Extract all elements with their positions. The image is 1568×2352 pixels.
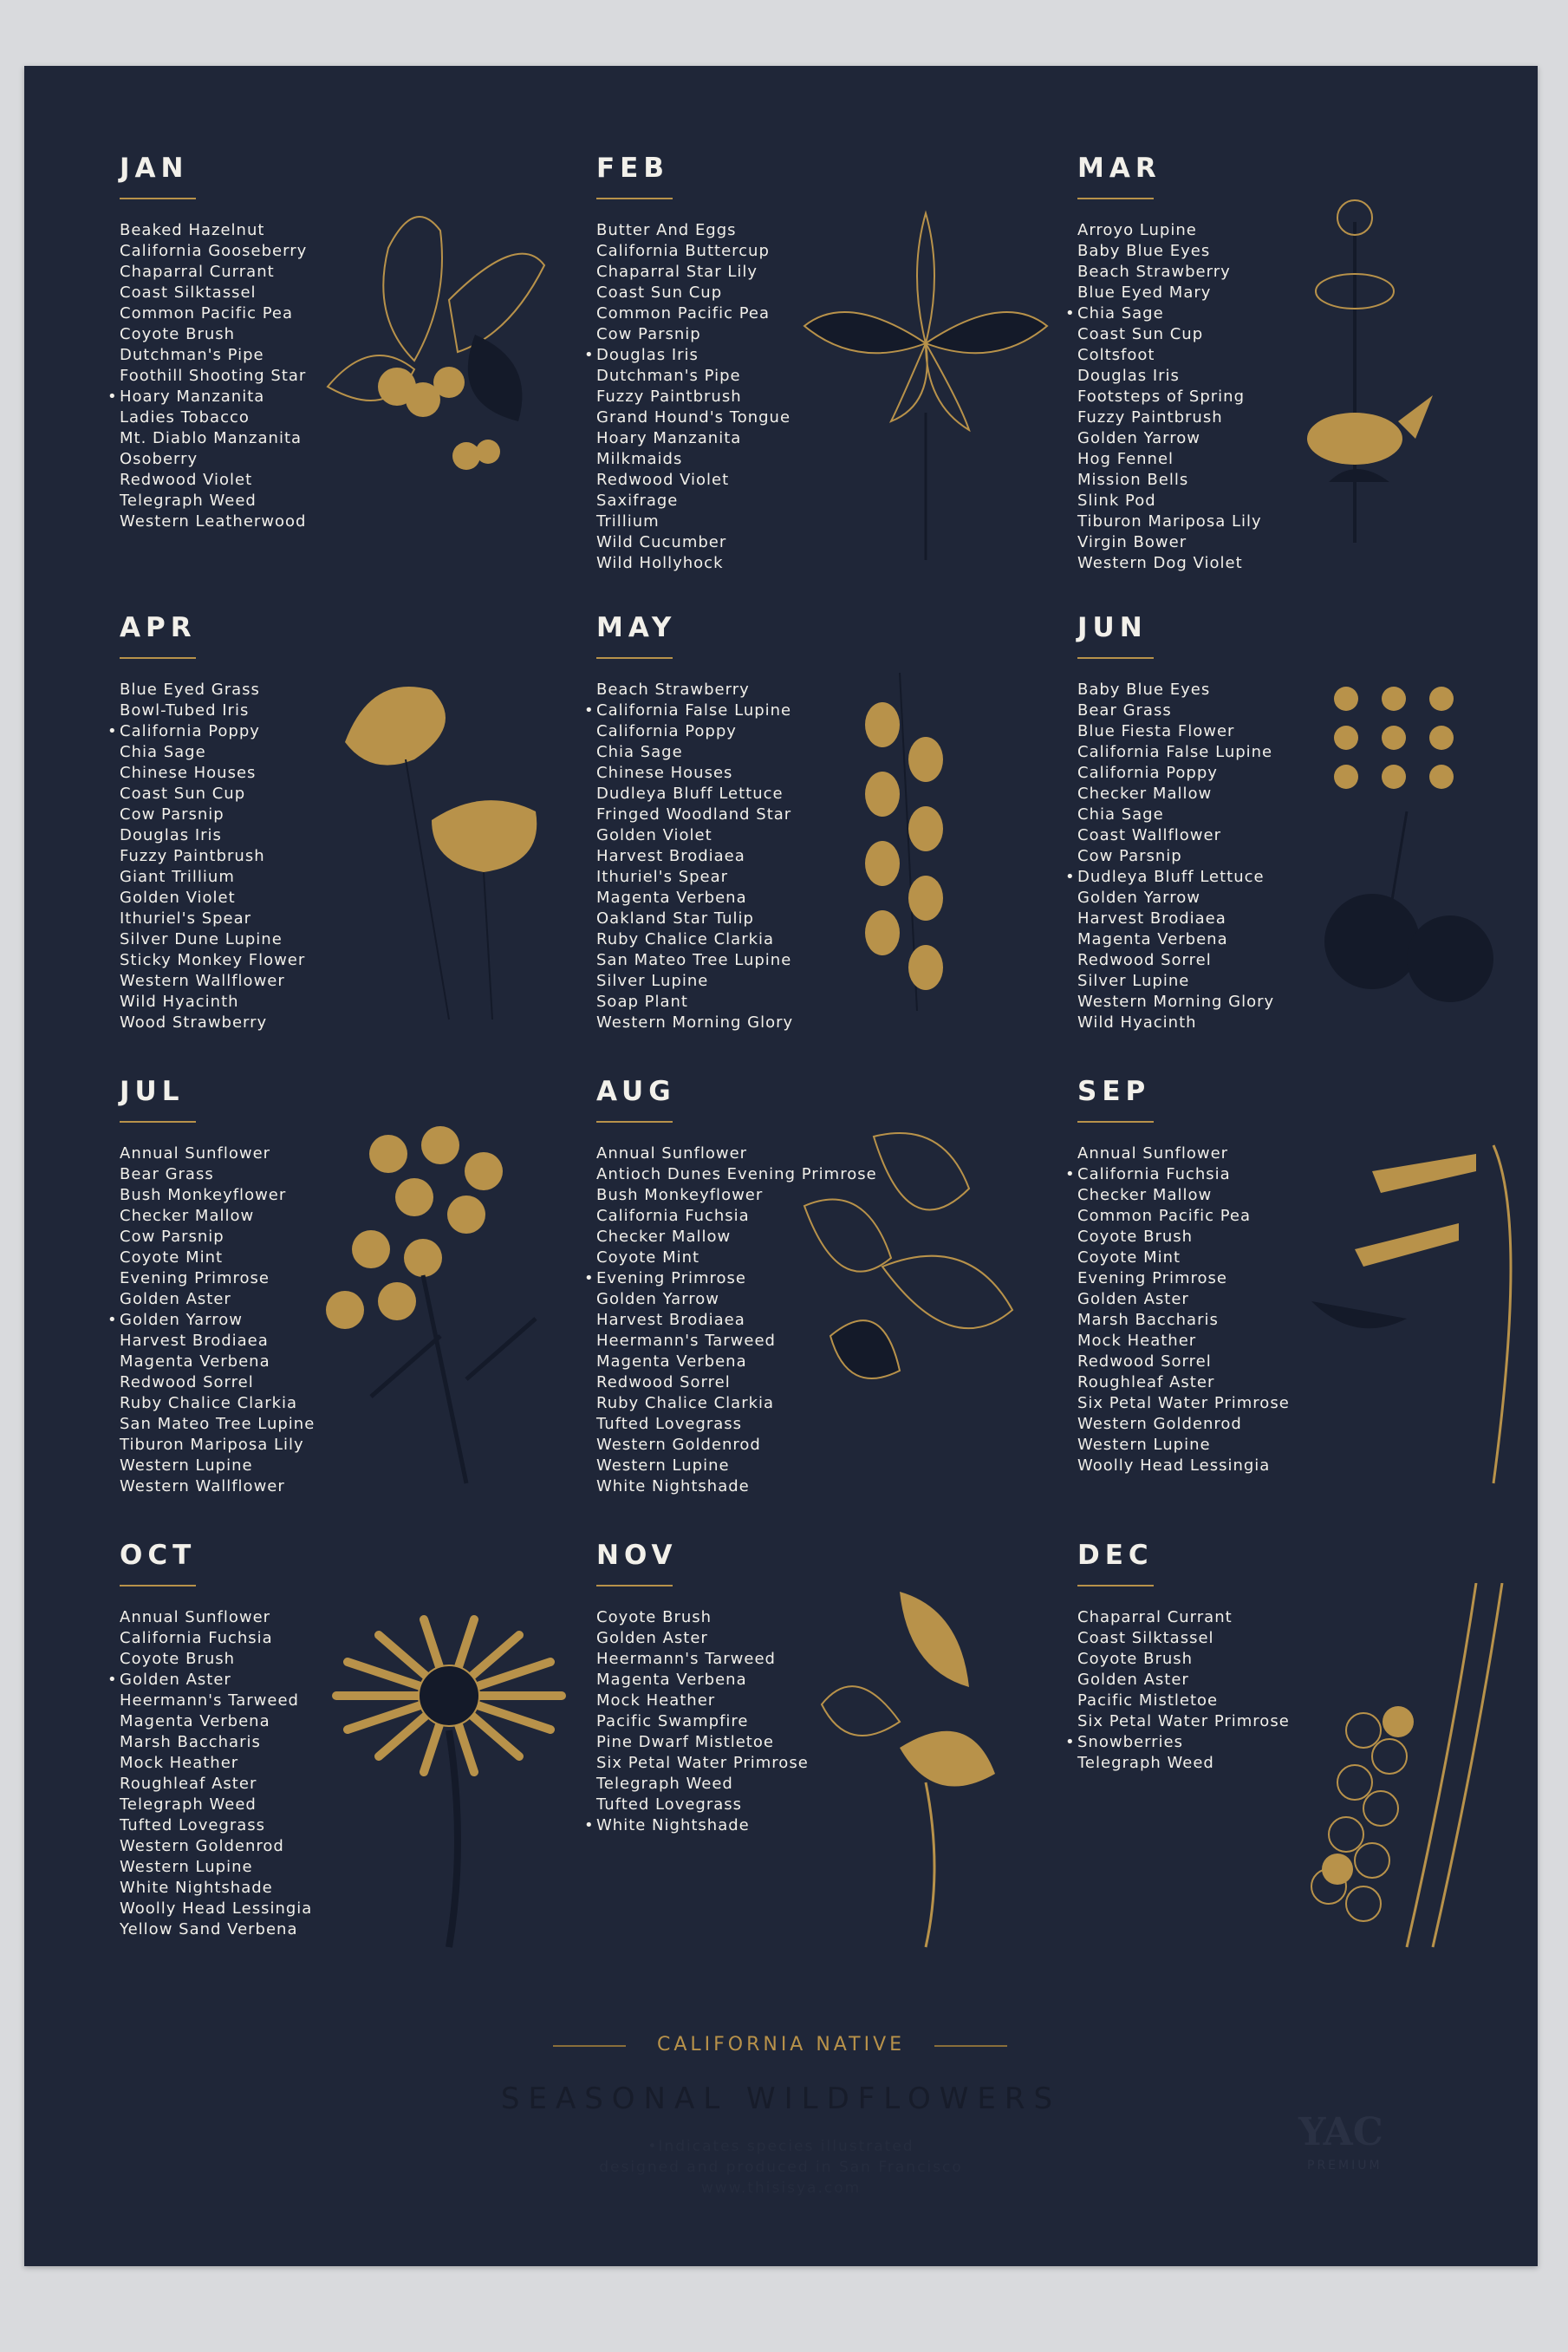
poster-subtitle: CALIFORNIA NATIVE: [656, 2034, 906, 2056]
species-item: Baby Blue Eyes: [1077, 242, 1211, 260]
species-item: Pacific Mistletoe: [1077, 1691, 1219, 1710]
species-item: Tufted Lovegrass: [596, 1795, 743, 1814]
species-item: Pacific Swampfire: [596, 1712, 749, 1730]
month-name: FEB: [596, 153, 669, 184]
species-item: Telegraph Weed: [1077, 1754, 1214, 1772]
species-list: [596, 1607, 809, 1836]
species-item: • Chia Sage: [1077, 303, 1262, 324]
species-item: Western Lupine: [120, 1456, 253, 1475]
species-item: Golden Aster: [1077, 1290, 1189, 1308]
species-item: Western Goldenrod: [596, 1436, 761, 1454]
species-item: Fuzzy Paintbrush: [596, 388, 742, 406]
species-item: Beaked Hazelnut: [120, 221, 265, 239]
species-item: San Mateo Tree Lupine: [120, 1415, 316, 1433]
species-item: Wild Hyacinth: [120, 993, 239, 1011]
dudleya-icon: [1277, 655, 1537, 1028]
species-item: Mt. Diablo Manzanita: [120, 429, 303, 447]
species-item: Woolly Head Lessingia: [1077, 1456, 1271, 1475]
species-item: Coyote Mint: [120, 1248, 224, 1267]
species-list: [596, 220, 791, 574]
species-item: Ruby Chalice Clarkia: [596, 1394, 775, 1412]
month-jul: [120, 1076, 588, 1527]
species-item: • California False Lupine: [596, 700, 793, 721]
species-item: Hoary Manzanita: [596, 429, 742, 447]
species-list: [120, 680, 305, 1033]
month-aug: [596, 1076, 1064, 1527]
sage-icon: [1277, 196, 1537, 569]
species-item: Western Lupine: [1077, 1436, 1211, 1454]
species-item: White Nightshade: [120, 1879, 273, 1897]
month-dec: [1077, 1540, 1545, 1990]
species-item: Coast Silktassel: [1077, 1629, 1214, 1647]
species-item: Golden Yarrow: [1077, 889, 1200, 907]
month-name: NOV: [596, 1540, 678, 1571]
species-item: Coyote Brush: [120, 1650, 236, 1668]
footer-note-illustrated: •Indicates species illustrated: [647, 2138, 914, 2155]
species-item: Marsh Baccharis: [1077, 1311, 1219, 1329]
species-item: Annual Sunflower: [120, 1608, 271, 1626]
species-item: Telegraph Weed: [120, 492, 257, 510]
species-item: Slink Pod: [1077, 492, 1156, 510]
species-item: Wild Cucumber: [596, 533, 727, 551]
month-rule: [596, 1585, 673, 1586]
month-rule: [120, 1585, 196, 1586]
species-item: • White Nightshade: [596, 1815, 809, 1836]
species-item: • Golden Aster: [120, 1670, 312, 1691]
month-name: APR: [120, 612, 197, 643]
lupine-icon: [796, 655, 1056, 1028]
species-item: Roughleaf Aster: [120, 1775, 257, 1793]
species-item: Silver Dune Lupine: [120, 930, 283, 948]
species-item: Bowl-Tubed Iris: [120, 701, 250, 720]
species-item: Dudleya Bluff Lettuce: [596, 785, 784, 803]
species-item: Chia Sage: [596, 743, 683, 761]
species-item: Silver Lupine: [1077, 972, 1190, 990]
species-item: Checker Mallow: [1077, 785, 1213, 803]
species-item: Western Wallflower: [120, 1477, 285, 1495]
species-item: California Poppy: [1077, 764, 1218, 782]
species-item: Coyote Brush: [120, 325, 236, 343]
species-item: Cow Parsnip: [120, 805, 224, 824]
species-item: Harvest Brodiaea: [596, 847, 745, 865]
species-item: Blue Fiesta Flower: [1077, 722, 1235, 740]
species-list: [1077, 1143, 1290, 1476]
species-item: Redwood Violet: [120, 471, 253, 489]
species-item: Silver Lupine: [596, 972, 709, 990]
species-item: Hog Fennel: [1077, 450, 1174, 468]
species-item: San Mateo Tree Lupine: [596, 951, 792, 969]
species-item: Magenta Verbena: [120, 1712, 270, 1730]
species-item: Coyote Brush: [596, 1608, 712, 1626]
species-item: Blue Eyed Grass: [120, 681, 260, 699]
species-item: Redwood Sorrel: [1077, 951, 1212, 969]
species-item: Ruby Chalice Clarkia: [120, 1394, 298, 1412]
species-list: [120, 1143, 315, 1497]
species-item: Annual Sunflower: [1077, 1144, 1229, 1163]
species-item: Chaparral Star Lily: [596, 263, 758, 281]
iris-icon: [796, 196, 1056, 569]
species-item: Chaparral Currant: [1077, 1608, 1233, 1626]
species-item: Sticky Monkey Flower: [120, 951, 306, 969]
species-item: California Poppy: [596, 722, 737, 740]
month-mar: [1077, 153, 1545, 603]
species-item: • Golden Yarrow: [120, 1310, 315, 1331]
species-item: California Gooseberry: [120, 242, 308, 260]
month-rule: [1077, 1121, 1154, 1123]
species-item: Antioch Dunes Evening Primrose: [596, 1165, 877, 1183]
species-item: Western Leatherwood: [120, 512, 307, 531]
species-item: Checker Mallow: [1077, 1186, 1213, 1204]
species-item: Marsh Baccharis: [120, 1733, 261, 1751]
species-item: Magenta Verbena: [596, 1352, 747, 1371]
manzanita-icon: [319, 196, 579, 569]
species-item: Giant Trillium: [120, 868, 235, 886]
species-item: Osoberry: [120, 450, 198, 468]
species-item: Cow Parsnip: [1077, 847, 1182, 865]
species-item: Magenta Verbena: [596, 889, 747, 907]
species-item: Western Goldenrod: [1077, 1415, 1242, 1433]
species-item: Evening Primrose: [1077, 1269, 1228, 1287]
species-item: Annual Sunflower: [596, 1144, 748, 1163]
nightshade-icon: [796, 1583, 1056, 1956]
species-item: Golden Yarrow: [596, 1290, 719, 1308]
species-item: Golden Aster: [120, 1290, 231, 1308]
species-list: [120, 220, 307, 532]
species-item: Bush Monkeyflower: [120, 1186, 287, 1204]
species-item: Redwood Violet: [596, 471, 730, 489]
species-item: Coast Sun Cup: [596, 283, 723, 302]
species-item: Coast Sun Cup: [120, 785, 246, 803]
species-item: Arroyo Lupine: [1077, 221, 1197, 239]
species-item: Magenta Verbena: [1077, 930, 1228, 948]
month-rule: [1077, 198, 1154, 199]
month-may: [596, 612, 1064, 1063]
species-item: Bear Grass: [1077, 701, 1172, 720]
species-item: Coltsfoot: [1077, 346, 1155, 364]
species-item: Foothill Shooting Star: [120, 367, 307, 385]
aster-icon: [319, 1583, 579, 1956]
species-item: Trillium: [596, 512, 660, 531]
month-rule: [596, 198, 673, 199]
species-item: Redwood Sorrel: [1077, 1352, 1212, 1371]
species-item: Six Petal Water Primrose: [1077, 1712, 1290, 1730]
footer-note-website: www.thisisya.com: [700, 2179, 862, 2197]
species-item: Footsteps of Spring: [1077, 388, 1245, 406]
poster: [24, 66, 1538, 2266]
species-item: Western Dog Violet: [1077, 554, 1243, 572]
yarrow-icon: [319, 1119, 579, 1492]
species-item: Coast Silktassel: [120, 283, 257, 302]
species-item: • California Poppy: [120, 721, 305, 742]
species-item: Wood Strawberry: [120, 1013, 268, 1032]
species-item: Virgin Bower: [1077, 533, 1187, 551]
species-item: Coyote Brush: [1077, 1228, 1194, 1246]
species-item: Western Lupine: [120, 1858, 253, 1876]
month-name: MAR: [1077, 153, 1161, 184]
species-item: Chia Sage: [1077, 805, 1164, 824]
species-item: Harvest Brodiaea: [1077, 909, 1226, 928]
month-name: JUL: [120, 1076, 185, 1107]
month-rule: [596, 1121, 673, 1123]
species-item: California False Lupine: [1077, 743, 1273, 761]
month-jun: [1077, 612, 1545, 1063]
brand-logo: YAC: [1298, 2110, 1383, 2154]
species-item: White Nightshade: [596, 1477, 750, 1495]
species-item: Butter And Eggs: [596, 221, 737, 239]
species-item: Chinese Houses: [120, 764, 257, 782]
species-item: Cow Parsnip: [120, 1228, 224, 1246]
species-item: California Fuchsia: [596, 1207, 750, 1225]
month-nov: [596, 1540, 1064, 1990]
month-name: OCT: [120, 1540, 197, 1571]
month-name: MAY: [596, 612, 677, 643]
species-item: Golden Yarrow: [1077, 429, 1200, 447]
species-item: Tiburon Mariposa Lily: [1077, 512, 1262, 531]
species-item: Redwood Sorrel: [596, 1373, 731, 1391]
species-item: Chia Sage: [120, 743, 206, 761]
species-item: Annual Sunflower: [120, 1144, 271, 1163]
species-item: Tufted Lovegrass: [120, 1816, 266, 1834]
species-item: Tiburon Mariposa Lily: [120, 1436, 304, 1454]
month-jan: [120, 153, 588, 603]
species-item: Oakland Star Tulip: [596, 909, 754, 928]
species-item: Common Pacific Pea: [120, 304, 294, 323]
poppy-icon: [319, 655, 579, 1028]
species-item: Heermann's Tarweed: [120, 1691, 299, 1710]
species-item: Dutchman's Pipe: [120, 346, 264, 364]
species-item: Golden Aster: [1077, 1671, 1189, 1689]
species-item: Mission Bells: [1077, 471, 1189, 489]
species-item: Common Pacific Pea: [596, 304, 771, 323]
species-item: Heermann's Tarweed: [596, 1332, 776, 1350]
species-item: Bush Monkeyflower: [596, 1186, 764, 1204]
footer-rule-right: [934, 2045, 1007, 2047]
species-item: Mock Heather: [596, 1691, 716, 1710]
species-item: Coast Sun Cup: [1077, 325, 1204, 343]
month-name: JUN: [1077, 612, 1148, 643]
species-item: Soap Plant: [596, 993, 688, 1011]
species-list: [596, 680, 793, 1033]
month-oct: [120, 1540, 588, 1990]
species-item: Mock Heather: [120, 1754, 239, 1772]
species-item: California Buttercup: [596, 242, 770, 260]
species-item: Magenta Verbena: [120, 1352, 270, 1371]
species-item: Western Morning Glory: [596, 1013, 794, 1032]
species-item: Western Lupine: [596, 1456, 730, 1475]
species-item: Grand Hound's Tongue: [596, 408, 791, 427]
species-item: Magenta Verbena: [596, 1671, 747, 1689]
species-item: Telegraph Weed: [596, 1775, 733, 1793]
species-item: Fuzzy Paintbrush: [1077, 408, 1223, 427]
species-item: Western Morning Glory: [1077, 993, 1275, 1011]
species-item: Woolly Head Lessingia: [120, 1899, 313, 1918]
species-item: • Evening Primrose: [596, 1268, 877, 1289]
month-rule: [120, 198, 196, 199]
month-feb: [596, 153, 1064, 603]
species-item: Pine Dwarf Mistletoe: [596, 1733, 774, 1751]
species-item: Ithuriel's Spear: [120, 909, 252, 928]
month-rule: [1077, 657, 1154, 659]
month-name: DEC: [1077, 1540, 1154, 1571]
species-item: Redwood Sorrel: [120, 1373, 254, 1391]
species-item: Tufted Lovegrass: [596, 1415, 743, 1433]
fuchsia-icon: [1277, 1119, 1537, 1492]
species-item: Mock Heather: [1077, 1332, 1197, 1350]
species-list: [1077, 1607, 1290, 1774]
month-rule: [120, 1121, 196, 1123]
species-item: Beach Strawberry: [596, 681, 750, 699]
snowberry-icon: [1277, 1583, 1537, 1956]
species-item: Common Pacific Pea: [1077, 1207, 1252, 1225]
species-list: [1077, 220, 1262, 574]
species-item: Fringed Woodland Star: [596, 805, 792, 824]
species-item: Douglas Iris: [1077, 367, 1180, 385]
species-item: Golden Violet: [120, 889, 236, 907]
species-item: Coyote Brush: [1077, 1650, 1194, 1668]
species-list: [1077, 680, 1274, 1033]
species-item: Fuzzy Paintbrush: [120, 847, 265, 865]
species-item: Wild Hollyhock: [596, 554, 724, 572]
species-item: Coyote Mint: [1077, 1248, 1181, 1267]
species-item: Checker Mallow: [596, 1228, 732, 1246]
month-name: SEP: [1077, 1076, 1151, 1107]
month-rule: [120, 657, 196, 659]
species-item: • California Fuchsia: [1077, 1164, 1290, 1185]
species-item: Dutchman's Pipe: [596, 367, 741, 385]
species-item: Harvest Brodiaea: [120, 1332, 269, 1350]
species-item: Checker Mallow: [120, 1207, 255, 1225]
month-name: AUG: [596, 1076, 676, 1107]
month-sep: [1077, 1076, 1545, 1527]
footer-note-designed: designed and produced in San Francisco: [599, 2159, 963, 2176]
species-item: Ladies Tobacco: [120, 408, 250, 427]
species-item: Golden Aster: [596, 1629, 708, 1647]
species-item: • Dudleya Bluff Lettuce: [1077, 867, 1274, 888]
month-rule: [596, 657, 673, 659]
species-item: Heermann's Tarweed: [596, 1650, 776, 1668]
species-item: Western Wallflower: [120, 972, 285, 990]
species-item: Wild Hyacinth: [1077, 1013, 1197, 1032]
species-item: • Douglas Iris: [596, 345, 791, 366]
species-item: Ithuriel's Spear: [596, 868, 729, 886]
species-item: Beach Strawberry: [1077, 263, 1231, 281]
species-item: Bear Grass: [120, 1165, 214, 1183]
species-item: Douglas Iris: [120, 826, 222, 844]
species-item: Cow Parsnip: [596, 325, 701, 343]
species-item: • Hoary Manzanita: [120, 387, 307, 407]
month-apr: [120, 612, 588, 1063]
species-item: Coast Wallflower: [1077, 826, 1221, 844]
species-item: California Fuchsia: [120, 1629, 273, 1647]
species-item: Six Petal Water Primrose: [596, 1754, 809, 1772]
species-item: Evening Primrose: [120, 1269, 270, 1287]
month-name: JAN: [120, 153, 189, 184]
species-item: Golden Violet: [596, 826, 712, 844]
species-item: Six Petal Water Primrose: [1077, 1394, 1290, 1412]
primrose-icon: [796, 1119, 1056, 1492]
species-item: Roughleaf Aster: [1077, 1373, 1215, 1391]
species-item: Telegraph Weed: [120, 1795, 257, 1814]
species-item: • Snowberries: [1077, 1732, 1290, 1753]
species-item: Ruby Chalice Clarkia: [596, 930, 775, 948]
species-item: Western Goldenrod: [120, 1837, 284, 1855]
species-list: [120, 1607, 312, 1940]
species-item: Saxifrage: [596, 492, 679, 510]
species-item: Harvest Brodiaea: [596, 1311, 745, 1329]
species-item: Milkmaids: [596, 450, 683, 468]
species-item: Blue Eyed Mary: [1077, 283, 1212, 302]
species-item: Yellow Sand Verbena: [120, 1920, 298, 1938]
species-item: Coyote Mint: [596, 1248, 700, 1267]
species-item: Chaparral Currant: [120, 263, 275, 281]
brand-sub: PREMIUM: [1307, 2159, 1383, 2173]
poster-title: SEASONAL WILDFLOWERS: [500, 2082, 1062, 2116]
species-item: Baby Blue Eyes: [1077, 681, 1211, 699]
species-item: Chinese Houses: [596, 764, 733, 782]
month-rule: [1077, 1585, 1154, 1586]
